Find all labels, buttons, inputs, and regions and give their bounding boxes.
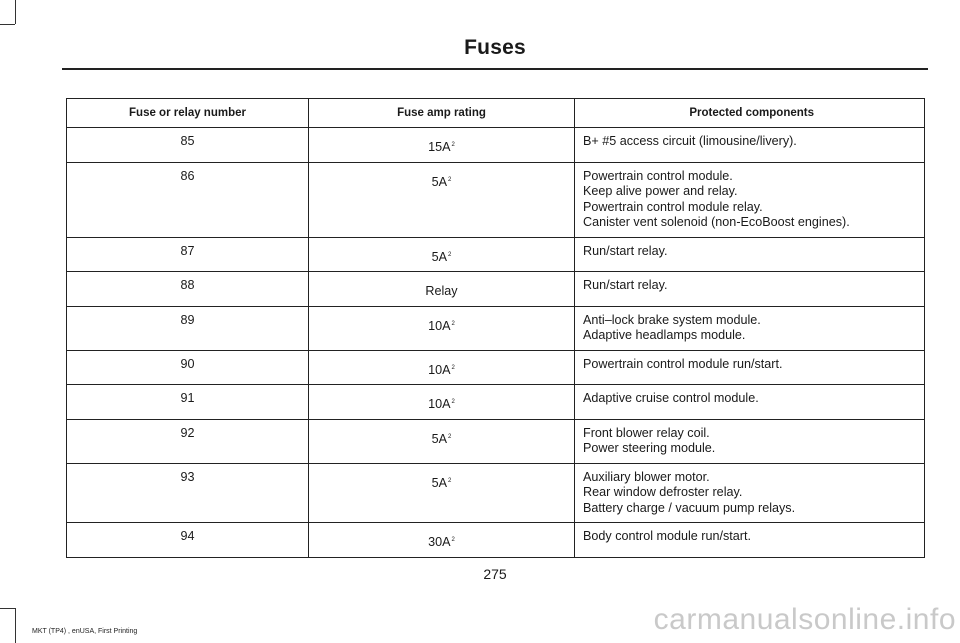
footnote-marker: 2 xyxy=(451,364,455,371)
table-row xyxy=(67,128,925,163)
component-line: Rear window defroster relay. xyxy=(583,485,743,499)
fuse-rating-cell xyxy=(309,523,575,558)
protected-components-cell xyxy=(575,419,925,463)
protected-components-cell xyxy=(575,306,925,350)
protected-components-cell xyxy=(575,272,925,307)
footnote-marker: 2 xyxy=(451,537,455,543)
crop-mark-bottom-left-h xyxy=(0,608,15,609)
fuse-rating-value: 15A xyxy=(428,140,451,154)
fuse-number-cell: 90 xyxy=(67,350,309,385)
footer-text: MKT (TP4) , enUSA, First Printing xyxy=(32,628,138,635)
component-line: Body control module run/start. xyxy=(583,529,751,543)
column-header-number: Fuse or relay number xyxy=(67,99,309,128)
fuse-rating-cell xyxy=(309,272,575,307)
component-line: Adaptive cruise control module. xyxy=(583,391,759,405)
title-rule xyxy=(62,68,928,70)
crop-mark-top-left-v xyxy=(15,0,16,24)
crop-mark-top-left-h xyxy=(0,24,15,25)
column-header-components: Protected components xyxy=(575,99,925,128)
footnote-marker: 2 xyxy=(448,433,452,440)
footnote-marker: 2 xyxy=(448,176,452,183)
fuse-rating-value: Relay xyxy=(425,284,458,298)
fuse-rating-value: 10A xyxy=(428,362,451,377)
protected-components-cell xyxy=(575,463,925,523)
table-header-row xyxy=(67,99,925,128)
fuse-rating-cell xyxy=(309,237,575,272)
footnote-marker: 2 xyxy=(448,251,452,258)
fuse-number-cell: 91 xyxy=(67,385,309,420)
component-line: Run/start relay. xyxy=(583,278,668,292)
fuse-rating-value: 5A xyxy=(431,174,448,189)
table-row xyxy=(67,237,925,272)
fuse-rating-value: 10A xyxy=(428,318,451,333)
component-line: Front blower relay coil. xyxy=(583,425,710,440)
protected-components-cell xyxy=(575,162,925,237)
fuse-rating-cell xyxy=(309,385,575,420)
footnote-marker: 2 xyxy=(451,142,455,148)
fuse-rating-cell xyxy=(309,419,575,463)
fuse-rating-value: 5A xyxy=(431,475,448,490)
fuse-rating-cell xyxy=(309,128,575,163)
page-number: 275 xyxy=(483,566,507,582)
table-row xyxy=(67,463,925,523)
component-line: Keep alive power and relay. xyxy=(583,184,738,198)
protected-components-cell xyxy=(575,523,925,558)
fuse-rating-cell xyxy=(309,463,575,523)
fuse-rating-value: 5A xyxy=(431,249,448,264)
table-row xyxy=(67,385,925,420)
watermark: carmanualsonline.info xyxy=(653,603,956,636)
fuse-rating-value: 10A xyxy=(428,397,451,411)
table-row xyxy=(67,419,925,463)
fuse-table xyxy=(66,98,925,558)
protected-components-cell xyxy=(575,237,925,272)
fuse-number-cell: 85 xyxy=(67,128,309,163)
footnote-marker: 2 xyxy=(451,399,455,405)
column-header-rating: Fuse amp rating xyxy=(309,99,575,128)
component-line: B+ #5 access circuit (limousine/livery). xyxy=(583,134,797,148)
fuse-number-cell: 86 xyxy=(67,162,309,237)
fuse-number-cell: 92 xyxy=(67,419,309,463)
component-line: Powertrain control module run/start. xyxy=(583,356,783,371)
component-line: Power steering module. xyxy=(583,441,716,455)
component-line: Run/start relay. xyxy=(583,243,668,258)
protected-components-cell xyxy=(575,128,925,163)
fuse-number-cell: 93 xyxy=(67,463,309,523)
fuse-number-cell: 87 xyxy=(67,237,309,272)
fuse-rating-cell xyxy=(309,162,575,237)
component-line: Anti–lock brake system module. xyxy=(583,312,761,327)
protected-components-cell xyxy=(575,385,925,420)
fuse-rating-cell xyxy=(309,306,575,350)
component-line: Canister vent solenoid (non-EcoBoost engines). xyxy=(583,215,850,229)
table-row xyxy=(67,162,925,237)
footnote-marker: 2 xyxy=(451,320,455,327)
fuse-rating-value: 30A xyxy=(428,535,451,549)
page-title: Fuses xyxy=(464,36,526,59)
component-line: Powertrain control module relay. xyxy=(583,199,763,214)
crop-mark-bottom-left-v xyxy=(15,608,16,643)
table-row xyxy=(67,523,925,558)
fuse-number-cell: 94 xyxy=(67,523,309,558)
table-row xyxy=(67,350,925,385)
component-line: Battery charge / vacuum pump relays. xyxy=(583,500,796,515)
footnote-marker: 2 xyxy=(448,477,452,484)
fuse-number-cell: 89 xyxy=(67,306,309,350)
component-line: Adaptive headlamps module. xyxy=(583,328,746,342)
fuse-rating-cell xyxy=(309,350,575,385)
fuse-rating-value: 5A xyxy=(431,431,448,446)
table-row xyxy=(67,306,925,350)
component-line: Auxiliary blower motor. xyxy=(583,469,710,484)
fuse-number-cell: 88 xyxy=(67,272,309,307)
protected-components-cell xyxy=(575,350,925,385)
component-line: Powertrain control module. xyxy=(583,168,733,183)
table-row xyxy=(67,272,925,307)
